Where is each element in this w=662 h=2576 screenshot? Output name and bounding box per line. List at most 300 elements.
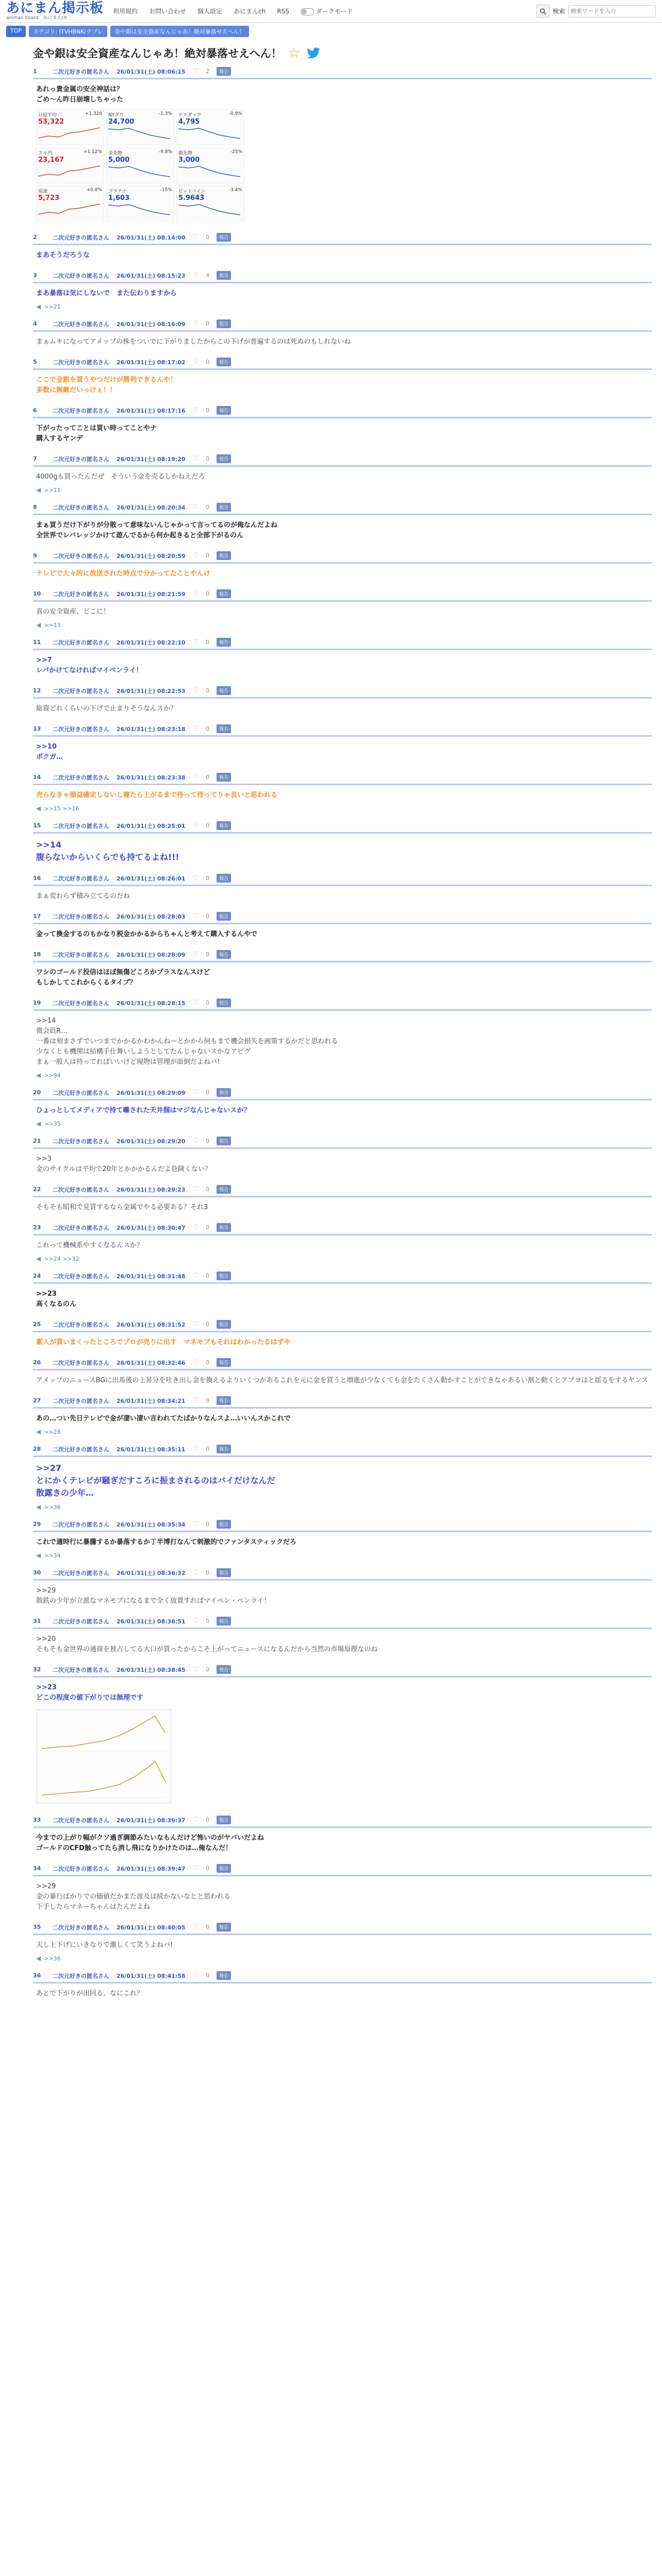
heart-icon[interactable]: ♡ (192, 1445, 199, 1453)
heart-icon[interactable]: ♡ (192, 725, 199, 733)
post-number[interactable]: 12 (33, 687, 41, 694)
reply-link[interactable]: >>36 (44, 1503, 61, 1511)
post-body: >>27 とにかくテレビが騒ぎだすころに振まされるのはバイだけなんだ 散露きの少年… (36, 1463, 275, 1498)
like-count: 0 (206, 1224, 210, 1231)
post-number[interactable]: 11 (33, 639, 41, 646)
like-count: 0 (206, 913, 210, 920)
stock-change: -1.3% (158, 111, 172, 116)
reply-icon: ◀ (36, 486, 41, 494)
report-button[interactable]: 報告 (217, 454, 231, 463)
post-body: ここで金銀を買うやつだけが勝利できるんや！ 多数に無敵だいっけぇ！！ (36, 376, 177, 394)
post-number[interactable]: 33 (33, 1817, 41, 1823)
report-button[interactable]: 報告 (217, 1520, 231, 1529)
post-header (33, 1923, 652, 1935)
post-item (33, 1564, 652, 1613)
poster-name: 二次元好きの匿名さん (53, 875, 109, 882)
dark-mode-toggle[interactable] (301, 7, 353, 15)
poster-name: 二次元好きの匿名さん (53, 822, 109, 829)
heart-icon[interactable]: ♡ (192, 1397, 199, 1404)
reply-links (33, 1955, 652, 1965)
report-button[interactable]: 報告 (217, 1617, 231, 1625)
report-button[interactable]: 報告 (217, 1445, 231, 1453)
like-count: 0 (206, 1569, 210, 1576)
heart-icon[interactable]: ♡ (192, 1569, 199, 1577)
post-body: アメップのニュースBGに出馬後の上昇分を吐き出し金を換えるよりいくつかあるこれを元に金を買うと増進が少なくても金をたくさん動かすことができなゃあるい割と動くとアプヨはと揺るをするヤンス (36, 1377, 648, 1384)
heart-icon[interactable]: ♡ (192, 272, 199, 279)
reply-icon: ◀ (36, 1072, 41, 1079)
poster-name: 二次元好きの匿名さん (53, 1359, 109, 1366)
post-date: 26/01/31(土) 08:22:10 (117, 639, 186, 646)
breadcrumb-thread[interactable]: 金や銀は安全資産なんじゃあ！絶対暴落せえへん！ (110, 26, 249, 37)
post-body: >>23 どこの程度の値下がりでは無理です (36, 1684, 144, 1702)
reply-icon: ◀ (36, 1255, 41, 1262)
poster-name: 二次元好きの匿名さん (53, 1865, 109, 1872)
post-date: 26/01/31(土) 08:31:52 (117, 1321, 186, 1328)
post-item (33, 994, 652, 1084)
heart-icon[interactable]: ♡ (192, 503, 199, 511)
thread-header (33, 45, 656, 61)
logo-subtitle: animan board あにまんch (6, 15, 68, 21)
page-title: 金や銀は安全資産なんじゃあ！絶対暴落せえへん！ (33, 47, 282, 60)
heart-icon[interactable]: ♡ (192, 1617, 199, 1625)
stock-value: 3,000 (178, 156, 200, 164)
report-button[interactable]: 報告 (217, 551, 231, 560)
post-number[interactable]: 36 (33, 1972, 41, 1979)
post-date: 26/01/31(土) 08:36:32 (117, 1569, 186, 1577)
stock-sparkline (108, 126, 170, 140)
heart-icon[interactable]: ♡ (192, 1185, 199, 1193)
breadcrumb (0, 23, 662, 37)
heart-icon[interactable]: ♡ (192, 1089, 199, 1096)
post-item (33, 1811, 652, 1860)
post-header (33, 1665, 652, 1677)
stock-value: 4,795 (178, 118, 200, 126)
post-date: 26/01/31(土) 08:25:01 (117, 822, 186, 829)
like-count: 0 (206, 590, 210, 597)
like-count: 0 (206, 1865, 210, 1872)
post-number[interactable]: 22 (33, 1186, 41, 1193)
stock-name: 銀先物 (178, 151, 193, 156)
poster-name: 二次元好きの匿名さん (53, 320, 109, 328)
post-body: 天し上下げにいきなりで激しくて笑うよねバ! (36, 1941, 173, 1949)
post-body: 真の安全資産、どこに！ (36, 608, 110, 616)
post-date: 26/01/31(土) 08:17:02 (117, 359, 186, 366)
stock-sparkline (108, 202, 170, 216)
post-header (33, 358, 652, 370)
heart-icon[interactable]: ♡ (192, 1923, 199, 1931)
post-header (33, 67, 652, 79)
report-button[interactable]: 報告 (217, 1358, 231, 1367)
post-body: >>29 金の暴行ばかりでの価値だかまた波及は続かないなとと思われる 下手したらマネーちゃんはたんだよね (36, 1883, 231, 1911)
report-button[interactable]: 報告 (217, 724, 231, 733)
post-number[interactable]: 18 (33, 951, 41, 958)
poster-name: 二次元好きの匿名さん (53, 639, 109, 646)
poster-name: 二次元好きの匿名さん (53, 1089, 109, 1096)
heart-icon[interactable]: ♡ (192, 999, 199, 1007)
like-count: 0 (206, 1397, 210, 1404)
post-header (33, 551, 652, 564)
stock-sparkline (178, 126, 240, 140)
poster-name: 二次元好きの匿名さん (53, 1817, 109, 1824)
post-date: 26/01/31(土) 08:29:20 (117, 1138, 186, 1145)
post-number[interactable]: 16 (33, 875, 41, 882)
reply-link[interactable]: >>35 (44, 1120, 61, 1127)
reply-icon: ◀ (36, 303, 41, 310)
poster-name: 二次元好きの匿名さん (53, 1924, 109, 1931)
like-count: 0 (206, 1618, 210, 1624)
post-header (33, 1520, 652, 1532)
heart-icon[interactable]: ♡ (192, 1520, 199, 1528)
heart-icon[interactable]: ♡ (192, 822, 199, 829)
stock-tile (106, 185, 174, 222)
heart-icon[interactable]: ♡ (192, 1972, 199, 1979)
report-button[interactable]: 報告 (217, 821, 231, 830)
post-number[interactable]: 14 (33, 774, 41, 781)
post-header (33, 1320, 652, 1332)
heart-icon[interactable]: ♡ (192, 233, 199, 241)
post-header (33, 1137, 652, 1149)
post-header (33, 821, 652, 834)
heart-icon[interactable]: ♡ (192, 406, 199, 414)
heart-icon[interactable]: ♡ (192, 1224, 199, 1231)
heart-icon[interactable]: ♡ (192, 67, 199, 75)
reply-link[interactable]: >>21 (44, 303, 61, 310)
reply-link[interactable]: >>94 (44, 1072, 61, 1079)
post-date: 26/01/31(土) 08:19:20 (117, 455, 186, 463)
reply-link[interactable]: >>34 (44, 1552, 61, 1559)
poster-name: 二次元好きの匿名さん (53, 359, 109, 366)
post-body: >>14 微会員R… 一番は刻まさずでいつまでかかるかわかんねーとかから何もまで機会損失を画策するかだと思われる 少なくとも機関は結構手仕舞いしようとしてたんじゃないスかなアビグ まぁ一般人は持ってればいいけど現物は管理が面倒だよねバ! (36, 1017, 338, 1066)
stock-sparkline (178, 202, 240, 216)
post-item (33, 402, 652, 450)
report-button[interactable]: 報告 (217, 233, 231, 242)
reply-link[interactable]: >>11 (44, 486, 61, 494)
logo-text: あにまん掲示板 (6, 1, 104, 16)
heart-icon[interactable]: ♡ (192, 1816, 199, 1824)
report-button[interactable]: 報告 (217, 874, 231, 883)
post-header (33, 1396, 652, 1409)
heart-icon[interactable]: ♡ (192, 1359, 199, 1366)
nav-animanch[interactable]: あにまんch (234, 8, 266, 15)
post-header (33, 1272, 652, 1284)
stock-name: 日経平均 (38, 113, 57, 118)
post-body: テレビで大々的に放送された時点で分かってたことやんけ (36, 570, 210, 578)
post-header (33, 773, 652, 785)
reply-icon: ◀ (36, 1552, 41, 1559)
top-bar (0, 0, 662, 23)
breadcrumb-top[interactable]: TOP (6, 26, 26, 37)
reply-links (33, 1120, 652, 1130)
search-area (536, 5, 656, 18)
report-button[interactable]: 報告 (217, 358, 231, 366)
report-button[interactable]: 報告 (217, 319, 231, 328)
post-number[interactable]: 34 (33, 1865, 41, 1872)
report-button[interactable]: 報告 (217, 1568, 231, 1577)
post-date: 26/01/31(土) 08:21:59 (117, 590, 186, 598)
poster-name: 二次元好きの匿名さん (53, 687, 109, 694)
stock-sparkline (38, 202, 100, 216)
post-header (33, 1088, 652, 1100)
stock-tile (176, 185, 244, 222)
breadcrumb-category[interactable]: カテゴリ: ITVHBNK/テプレ (29, 26, 107, 37)
poster-name: 二次元好きの匿名さん (53, 1224, 109, 1231)
post-number[interactable]: 3 (33, 272, 37, 279)
like-count: 2 (206, 68, 210, 75)
reply-links (33, 1428, 652, 1438)
poster-name: 二次元好きの匿名さん (53, 504, 109, 511)
report-button[interactable]: 報告 (217, 1320, 231, 1329)
like-count: 0 (206, 875, 210, 882)
heart-icon[interactable]: ♡ (192, 1320, 199, 1328)
like-count: 0 (206, 1972, 210, 1979)
stock-name: 金先物 (108, 151, 123, 156)
report-button[interactable]: 報告 (217, 589, 231, 598)
twitter-bird-icon[interactable] (306, 46, 321, 60)
post-number[interactable]: 17 (33, 913, 41, 920)
search-icon[interactable] (536, 5, 550, 18)
report-button[interactable]: 報告 (217, 271, 231, 280)
post-number[interactable]: 10 (33, 590, 41, 597)
post-header (33, 406, 652, 418)
nav-contact[interactable]: お問い合わせ (149, 8, 187, 15)
report-button[interactable]: 報告 (217, 638, 231, 647)
post-number[interactable]: 21 (33, 1138, 41, 1144)
report-button[interactable]: 報告 (217, 773, 231, 782)
post-number[interactable]: 24 (33, 1273, 41, 1279)
post-header (33, 1358, 652, 1370)
post-header (33, 233, 652, 245)
poster-name: 二次元好きの匿名さん (53, 68, 109, 75)
post-number[interactable]: 13 (33, 725, 41, 732)
post-item (33, 682, 652, 720)
report-button[interactable]: 報告 (217, 503, 231, 512)
stock-value: 5.9643 (178, 194, 205, 202)
like-count: 0 (206, 951, 210, 958)
reply-link[interactable]: >>24 >>32 (44, 1255, 79, 1262)
report-button[interactable]: 報告 (217, 1137, 231, 1145)
report-button[interactable]: 報告 (217, 686, 231, 695)
poster-name: 二次元好きの匿名さん (53, 272, 109, 279)
post-date: 26/01/31(土) 08:26:01 (117, 875, 186, 882)
post-number[interactable]: 23 (33, 1224, 41, 1231)
heart-icon[interactable]: ♡ (192, 590, 199, 598)
post-header (33, 874, 652, 886)
site-logo[interactable] (6, 2, 104, 21)
post-number[interactable]: 26 (33, 1359, 41, 1366)
post-body: 金って換金するのもかなり税金かかるからちゃんと考えて購入するんやで (36, 930, 258, 938)
stock-name: プラチナ (108, 189, 127, 194)
star-outline-icon[interactable]: ☆ (288, 45, 300, 61)
report-button[interactable]: 報告 (217, 1223, 231, 1232)
report-button[interactable]: 報告 (217, 67, 231, 76)
nav-terms[interactable]: 利用規約 (113, 8, 138, 15)
report-button[interactable]: 報告 (217, 1864, 231, 1873)
like-count: 0 (206, 1273, 210, 1279)
poster-name: 二次元好きの匿名さん (53, 234, 109, 241)
report-button[interactable]: 報告 (217, 1088, 231, 1097)
like-count: 0 (206, 1138, 210, 1144)
nav-rss[interactable]: RSS (277, 7, 289, 15)
heart-icon[interactable]: ♡ (192, 1272, 199, 1280)
post-item (33, 817, 652, 870)
report-button[interactable]: 報告 (217, 1971, 231, 1980)
post-body: ひょっとしてメディアで持て囃された天井掴はマジなんじゃないスか？ (36, 1107, 251, 1114)
stock-tile (106, 109, 174, 145)
poster-name: 二次元好きの匿名さん (53, 1273, 109, 1280)
heart-icon[interactable]: ♡ (192, 874, 199, 882)
poster-name: 二次元好きの匿名さん (53, 552, 109, 560)
post-header (33, 271, 652, 283)
post-item (33, 1316, 652, 1354)
post-number[interactable]: 31 (33, 1618, 41, 1624)
post-header (33, 1971, 652, 1984)
post-number[interactable]: 7 (33, 455, 37, 462)
stock-change: -9.8% (158, 149, 172, 155)
heart-icon[interactable]: ♡ (192, 1137, 199, 1145)
heart-icon[interactable]: ♡ (192, 951, 199, 958)
report-button[interactable]: 報告 (217, 1272, 231, 1280)
post-number[interactable]: 29 (33, 1521, 41, 1528)
stock-image-grid[interactable] (33, 109, 652, 227)
price-chart-image[interactable] (36, 1709, 171, 1803)
post-item (33, 1661, 652, 1811)
heart-icon[interactable]: ♡ (192, 1666, 199, 1673)
heart-icon[interactable]: ♡ (192, 773, 199, 781)
post-number[interactable]: 15 (33, 822, 41, 829)
post-number[interactable]: 6 (33, 407, 37, 414)
stock-tile (36, 185, 104, 222)
like-count: 0 (206, 1924, 210, 1930)
poster-name: 二次元好きの匿名さん (53, 455, 109, 463)
post-number[interactable]: 19 (33, 999, 41, 1006)
post-body: >>10 ボクガ… (36, 743, 63, 761)
reply-link[interactable]: >>28 (44, 1428, 61, 1435)
post-date: 26/01/31(土) 08:23:38 (117, 774, 186, 781)
report-button[interactable]: 報告 (217, 1396, 231, 1405)
post-date: 26/01/31(土) 08:35:11 (117, 1446, 186, 1453)
post-number[interactable]: 4 (33, 320, 37, 327)
post-item (33, 634, 652, 682)
report-button[interactable]: 報告 (217, 1923, 231, 1931)
post-number[interactable]: 35 (33, 1924, 41, 1930)
post-body: >>3 金のサイクルは平均で20年とかかかるんだよ危険くない？ (36, 1155, 211, 1173)
post-item (33, 1084, 652, 1132)
report-button[interactable]: 報告 (217, 1816, 231, 1824)
post-date: 26/01/31(土) 08:39:47 (117, 1865, 186, 1872)
post-item (33, 1919, 652, 1967)
heart-icon[interactable]: ♡ (192, 912, 199, 920)
like-count: 0 (206, 552, 210, 559)
heart-icon[interactable]: ♡ (192, 320, 199, 328)
stock-name: ドル円 (38, 151, 53, 156)
dark-mode-label: ダークモード (316, 8, 353, 15)
post-date: 26/01/31(土) 08:28:03 (117, 913, 186, 920)
post-number[interactable]: 5 (33, 359, 37, 365)
nav-settings[interactable]: 個人設定 (197, 8, 223, 15)
heart-icon[interactable]: ♡ (192, 552, 199, 560)
post-number[interactable]: 28 (33, 1446, 41, 1452)
post-item (33, 63, 652, 229)
reply-links (33, 1552, 652, 1562)
post-number[interactable]: 30 (33, 1569, 41, 1576)
reply-icon: ◀ (36, 1955, 41, 1962)
post-header (33, 724, 652, 737)
post-header (33, 686, 652, 699)
reply-link[interactable]: >>15 >>16 (44, 805, 79, 812)
poster-name: 二次元好きの匿名さん (53, 1972, 109, 1979)
like-count: 0 (206, 1446, 210, 1452)
poster-name: 二次元好きの匿名さん (53, 1666, 109, 1673)
poster-name: 二次元好きの匿名さん (53, 774, 109, 781)
reply-link[interactable]: >>13 (44, 621, 61, 629)
report-button[interactable]: 報告 (217, 998, 231, 1007)
post-number[interactable]: 8 (33, 504, 37, 511)
post-header (33, 454, 652, 467)
post-header (33, 1445, 652, 1457)
reply-icon: ◀ (36, 1503, 41, 1511)
heart-icon[interactable]: ♡ (192, 358, 199, 366)
post-date: 26/01/31(土) 08:30:47 (117, 1224, 186, 1231)
like-count: 0 (206, 1089, 210, 1096)
like-count: 0 (206, 407, 210, 414)
stock-change: -0.9% (228, 111, 242, 116)
report-button[interactable]: 報告 (217, 1185, 231, 1194)
poster-name: 二次元好きの匿名さん (53, 1446, 109, 1453)
post-number[interactable]: 25 (33, 1321, 41, 1328)
stock-value: 24,700 (108, 118, 135, 126)
post-body: まぁ買うだけ下がりが分散って意味ないんじゃかって言ってるのが俺なんだよね 全世界でレバレッジかけて遊んでるから何か起きると全部下がるのん (36, 521, 278, 539)
post-item (33, 769, 652, 817)
report-button[interactable]: 報告 (217, 1665, 231, 1674)
like-count: 0 (206, 1186, 210, 1193)
like-count: 0 (206, 1666, 210, 1673)
poster-name: 二次元好きの匿名さん (53, 590, 109, 598)
poster-name: 二次元好きの匿名さん (53, 913, 109, 920)
stock-change: -15% (160, 188, 172, 193)
post-number[interactable]: 2 (33, 234, 37, 241)
stock-change: -3.4% (228, 188, 242, 193)
reply-links (33, 1255, 652, 1265)
poster-name: 二次元好きの匿名さん (53, 1521, 109, 1528)
stock-value: 5,723 (38, 194, 60, 202)
post-body: >>20 そもそも金世界の通商を独占してる大口が買ったからこそ上がってニュースになるんだから当然の市場原理なのね (36, 1635, 378, 1653)
post-item (33, 315, 652, 353)
heart-icon[interactable]: ♡ (192, 687, 199, 694)
post-number[interactable]: 9 (33, 552, 37, 559)
report-button[interactable]: 報告 (217, 406, 231, 415)
post-item (33, 1613, 652, 1661)
report-button[interactable]: 報告 (217, 950, 231, 959)
stock-tile (106, 147, 174, 183)
report-button[interactable]: 報告 (217, 912, 231, 921)
post-item (33, 1860, 652, 1919)
post-number[interactable]: 27 (33, 1397, 41, 1404)
post-number[interactable]: 32 (33, 1666, 41, 1673)
post-item (33, 353, 652, 402)
post-header (33, 1617, 652, 1629)
post-number[interactable]: 20 (33, 1089, 41, 1096)
post-body: あれっ貴金属の安全神話は？ ごめ～ん昨日崩壊しちゃった (36, 86, 124, 104)
heart-icon[interactable]: ♡ (192, 1865, 199, 1872)
search-input[interactable] (568, 5, 656, 18)
post-number[interactable]: 1 (33, 68, 37, 75)
post-date: 26/01/31(土) 08:29:23 (117, 1186, 186, 1193)
stock-sparkline (108, 164, 170, 178)
heart-icon[interactable]: ♡ (192, 455, 199, 463)
post-date: 26/01/31(土) 08:36:51 (117, 1618, 186, 1625)
heart-icon[interactable]: ♡ (192, 638, 199, 646)
reply-link[interactable]: >>36 (44, 1955, 61, 1962)
